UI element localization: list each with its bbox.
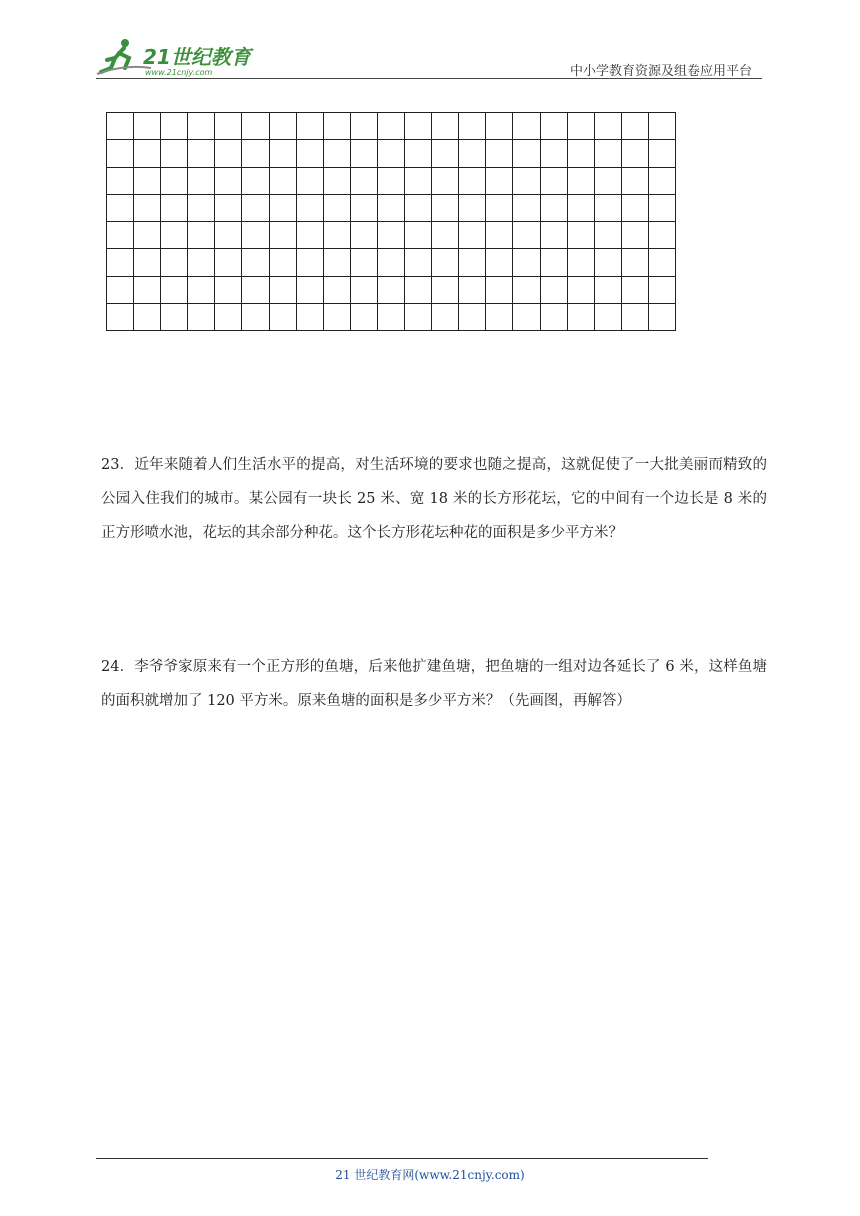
grid-cell[interactable] <box>595 222 622 249</box>
grid-cell[interactable] <box>513 277 540 304</box>
grid-cell[interactable] <box>513 168 540 195</box>
grid-cell[interactable] <box>405 168 432 195</box>
grid-cell[interactable] <box>649 140 676 167</box>
grid-cell[interactable] <box>351 304 378 331</box>
grid-cell[interactable] <box>107 277 134 304</box>
grid-cell[interactable] <box>378 304 405 331</box>
grid-cell[interactable] <box>161 168 188 195</box>
grid-cell[interactable] <box>432 113 459 140</box>
grid-cell[interactable] <box>270 249 297 276</box>
grid-cell[interactable] <box>351 195 378 222</box>
header-divider <box>96 78 762 79</box>
grid-cell[interactable] <box>541 168 568 195</box>
grid-cell[interactable] <box>242 277 269 304</box>
grid-cell[interactable] <box>351 140 378 167</box>
grid-cell[interactable] <box>270 222 297 249</box>
grid-cell[interactable] <box>215 249 242 276</box>
grid-cell[interactable] <box>486 113 513 140</box>
grid-cell[interactable] <box>378 168 405 195</box>
logo-url: www.21cnjy.com <box>145 68 213 77</box>
grid-cell[interactable] <box>541 195 568 222</box>
grid-cell[interactable] <box>378 222 405 249</box>
grid-cell[interactable] <box>324 304 351 331</box>
grid-cell[interactable] <box>215 140 242 167</box>
grid-cell[interactable] <box>595 195 622 222</box>
grid-cell[interactable] <box>161 249 188 276</box>
grid-cell[interactable] <box>459 140 486 167</box>
grid-cell[interactable] <box>622 140 649 167</box>
grid-cell[interactable] <box>568 140 595 167</box>
grid-cell[interactable] <box>486 304 513 331</box>
grid-cell[interactable] <box>649 168 676 195</box>
grid-cell[interactable] <box>134 140 161 167</box>
grid-cell[interactable] <box>486 222 513 249</box>
grid-cell[interactable] <box>188 113 215 140</box>
grid-cell[interactable] <box>432 140 459 167</box>
grid-cell[interactable] <box>459 277 486 304</box>
site-logo <box>95 38 265 78</box>
grid-cell[interactable] <box>541 140 568 167</box>
grid-cell[interactable] <box>405 249 432 276</box>
grid-cell[interactable] <box>297 195 324 222</box>
grid-cell[interactable] <box>351 222 378 249</box>
grid-cell[interactable] <box>351 277 378 304</box>
grid-cell[interactable] <box>568 168 595 195</box>
grid-cell[interactable] <box>134 113 161 140</box>
grid-cell[interactable] <box>324 113 351 140</box>
grid-cell[interactable] <box>107 304 134 331</box>
grid-cell[interactable] <box>595 277 622 304</box>
grid-cell[interactable] <box>161 140 188 167</box>
grid-cell[interactable] <box>622 222 649 249</box>
grid-cell[interactable] <box>622 249 649 276</box>
grid-cell[interactable] <box>622 304 649 331</box>
grid-cell[interactable] <box>378 113 405 140</box>
grid-cell[interactable] <box>215 304 242 331</box>
grid-cell[interactable] <box>324 195 351 222</box>
grid-cell[interactable] <box>432 195 459 222</box>
grid-cell[interactable] <box>188 222 215 249</box>
drawing-grid[interactable] <box>106 112 676 331</box>
platform-label: 中小学教育资源及组卷应用平台 <box>569 64 752 79</box>
grid-cell[interactable] <box>541 277 568 304</box>
grid-cell[interactable] <box>432 222 459 249</box>
grid-cell[interactable] <box>486 249 513 276</box>
grid-cell[interactable] <box>242 304 269 331</box>
grid-cell[interactable] <box>595 113 622 140</box>
grid-cell[interactable] <box>486 168 513 195</box>
grid-cell[interactable] <box>270 168 297 195</box>
grid-cell[interactable] <box>324 249 351 276</box>
grid-cell[interactable] <box>513 304 540 331</box>
grid-cell[interactable] <box>270 304 297 331</box>
grid-cell[interactable] <box>215 277 242 304</box>
grid-cell[interactable] <box>161 222 188 249</box>
grid-cell[interactable] <box>568 222 595 249</box>
grid-cell[interactable] <box>324 222 351 249</box>
grid-cell[interactable] <box>107 168 134 195</box>
grid-cell[interactable] <box>649 195 676 222</box>
grid-cell[interactable] <box>297 113 324 140</box>
grid-cell[interactable] <box>215 168 242 195</box>
grid-cell[interactable] <box>107 113 134 140</box>
grid-cell[interactable] <box>324 140 351 167</box>
question-23: 23．近年来随着人们生活水平的提高，对生活环境的要求也随之提高，这就促使了一大批美丽而精致的公园入住我们的城市。某公园有一块长 25 米、宽 18 米的长方形花坛，它的中间有一个边长是 8 米的正方形喷水池，花坛的其余部分种花。这个长方形花坛种花的面积是多少平方米？ <box>101 457 767 541</box>
grid-cell[interactable] <box>215 195 242 222</box>
grid-cell[interactable] <box>595 168 622 195</box>
grid-cell[interactable] <box>649 222 676 249</box>
grid-cell[interactable] <box>134 249 161 276</box>
grid-cell[interactable] <box>107 140 134 167</box>
grid-cell[interactable] <box>161 113 188 140</box>
grid-cell[interactable] <box>188 168 215 195</box>
grid-cell[interactable] <box>134 277 161 304</box>
grid-cell[interactable] <box>649 304 676 331</box>
grid-cell[interactable] <box>324 277 351 304</box>
grid-cell[interactable] <box>459 168 486 195</box>
grid-cell[interactable] <box>297 140 324 167</box>
grid-cell[interactable] <box>188 304 215 331</box>
grid-cell[interactable] <box>595 140 622 167</box>
grid-cell[interactable] <box>378 249 405 276</box>
grid-cell[interactable] <box>541 304 568 331</box>
grid-cell[interactable] <box>215 222 242 249</box>
grid-cell[interactable] <box>622 195 649 222</box>
grid-cell[interactable] <box>649 277 676 304</box>
grid-cell[interactable] <box>622 277 649 304</box>
grid-cell[interactable] <box>649 113 676 140</box>
grid-cell[interactable] <box>297 249 324 276</box>
grid-cell[interactable] <box>405 113 432 140</box>
question-24: 24．李爷爷家原来有一个正方形的鱼塘，后来他扩建鱼塘，把鱼塘的一组对边各延长了 6 米，这样鱼塘的面积就增加了 120 平方米。原来鱼塘的面积是多少平方米？（先画图，再解答） <box>101 659 767 709</box>
grid-cell[interactable] <box>568 195 595 222</box>
grid-cell[interactable] <box>242 222 269 249</box>
grid-cell[interactable] <box>513 195 540 222</box>
grid-cell[interactable] <box>459 249 486 276</box>
grid-cell[interactable] <box>107 222 134 249</box>
grid-cell[interactable] <box>242 113 269 140</box>
grid-cell[interactable] <box>242 195 269 222</box>
grid-cell[interactable] <box>134 195 161 222</box>
grid-cell[interactable] <box>188 140 215 167</box>
grid-cell[interactable] <box>513 249 540 276</box>
grid-cell[interactable] <box>595 249 622 276</box>
grid-cell[interactable] <box>486 195 513 222</box>
grid-cell[interactable] <box>378 195 405 222</box>
grid-cell[interactable] <box>270 277 297 304</box>
grid-cell[interactable] <box>513 113 540 140</box>
grid-cell[interactable] <box>405 140 432 167</box>
grid-cell[interactable] <box>405 222 432 249</box>
grid-cell[interactable] <box>432 304 459 331</box>
grid-cell[interactable] <box>541 113 568 140</box>
grid-cell[interactable] <box>568 277 595 304</box>
grid-cell[interactable] <box>161 304 188 331</box>
grid-cell[interactable] <box>378 277 405 304</box>
grid-cell[interactable] <box>432 277 459 304</box>
grid-cell[interactable] <box>134 168 161 195</box>
grid-cell[interactable] <box>297 277 324 304</box>
grid-cell[interactable] <box>432 168 459 195</box>
grid-cell[interactable] <box>405 304 432 331</box>
grid-cell[interactable] <box>297 304 324 331</box>
grid-cell[interactable] <box>405 195 432 222</box>
grid-cell[interactable] <box>513 140 540 167</box>
grid-cell[interactable] <box>134 304 161 331</box>
grid-cell[interactable] <box>595 304 622 331</box>
grid-cell[interactable] <box>405 277 432 304</box>
grid-cell[interactable] <box>351 113 378 140</box>
grid-cell[interactable] <box>459 113 486 140</box>
grid-cell[interactable] <box>351 168 378 195</box>
grid-cell[interactable] <box>459 304 486 331</box>
grid-cell[interactable] <box>568 249 595 276</box>
grid-cell[interactable] <box>242 140 269 167</box>
grid-cell[interactable] <box>541 249 568 276</box>
grid-cell[interactable] <box>270 113 297 140</box>
grid-cell[interactable] <box>486 277 513 304</box>
grid-cell[interactable] <box>622 113 649 140</box>
grid-cell[interactable] <box>188 277 215 304</box>
grid-cell[interactable] <box>161 277 188 304</box>
grid-cell[interactable] <box>188 195 215 222</box>
grid-cell[interactable] <box>242 249 269 276</box>
grid-cell[interactable] <box>568 113 595 140</box>
grid-cell[interactable] <box>432 249 459 276</box>
grid-cell[interactable] <box>324 168 351 195</box>
grid-cell[interactable] <box>378 140 405 167</box>
grid-cell[interactable] <box>134 222 161 249</box>
grid-cell[interactable] <box>649 249 676 276</box>
grid-cell[interactable] <box>568 304 595 331</box>
grid-cell[interactable] <box>107 249 134 276</box>
grid-cell[interactable] <box>513 222 540 249</box>
grid-cell[interactable] <box>270 140 297 167</box>
grid-cell[interactable] <box>486 140 513 167</box>
grid-cell[interactable] <box>459 195 486 222</box>
logo-title: 21世纪教育 <box>143 45 251 69</box>
grid-cell[interactable] <box>161 195 188 222</box>
grid-cell[interactable] <box>242 168 269 195</box>
footer-divider <box>96 1158 708 1159</box>
grid-cell[interactable] <box>622 168 649 195</box>
grid-cell[interactable] <box>270 195 297 222</box>
grid-cell[interactable] <box>215 113 242 140</box>
footer-link[interactable]: 21 世纪教育网(www.21cnjy.com) <box>335 1168 525 1182</box>
grid-cell[interactable] <box>459 222 486 249</box>
grid-cell[interactable] <box>351 249 378 276</box>
grid-cell[interactable] <box>188 249 215 276</box>
grid-cell[interactable] <box>541 222 568 249</box>
grid-cell[interactable] <box>297 168 324 195</box>
grid-cell[interactable] <box>107 195 134 222</box>
grid-cell[interactable] <box>297 222 324 249</box>
